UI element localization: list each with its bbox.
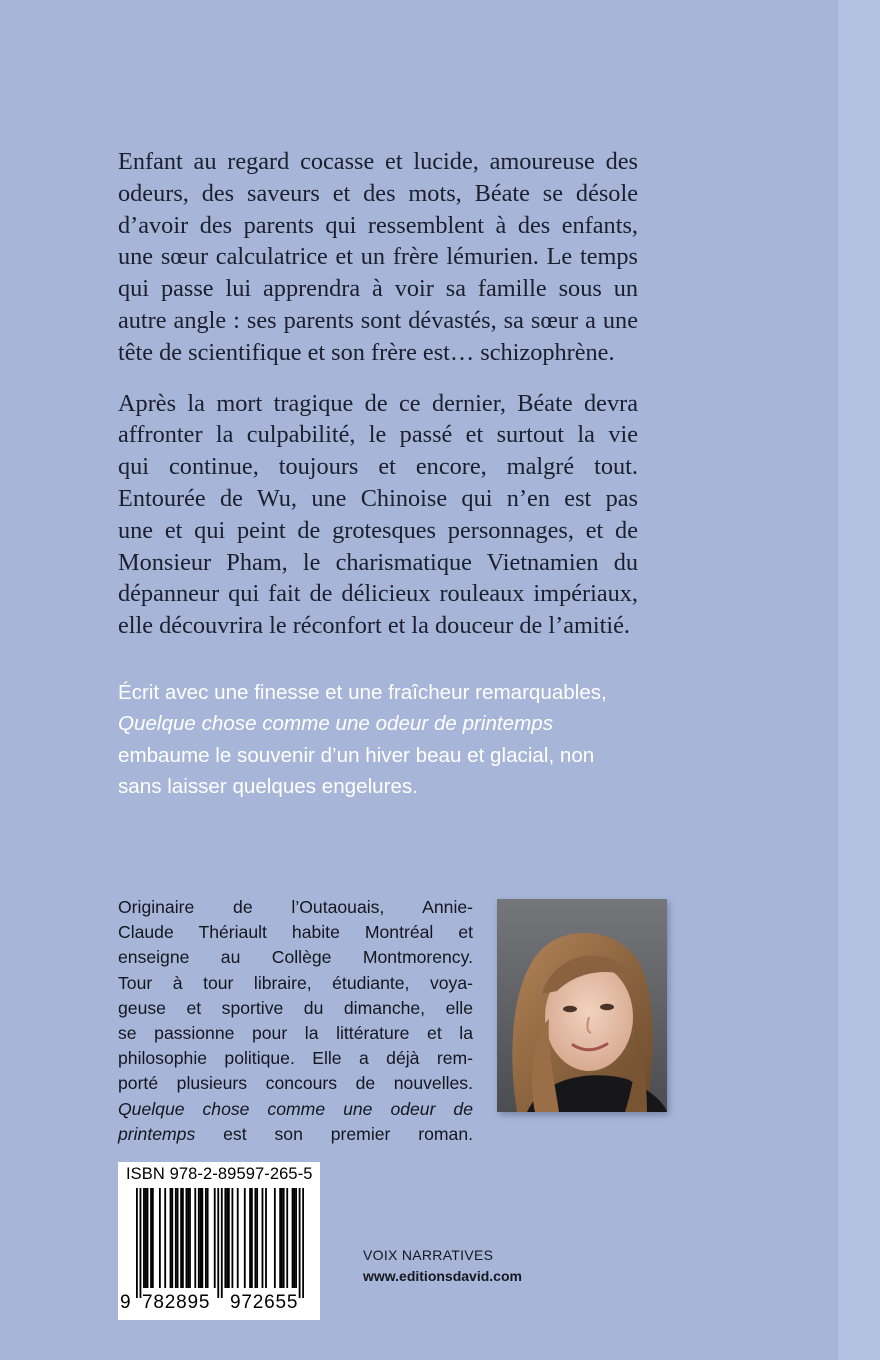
bio-line: porté plusieurs concours de nouvelles. xyxy=(118,1073,473,1094)
barcode-bar xyxy=(145,1188,147,1288)
barcode-bar xyxy=(164,1188,166,1288)
barcode-bar xyxy=(147,1188,149,1288)
barcode-bar xyxy=(214,1188,216,1288)
bio-line: se passionne pour la littérature et la xyxy=(118,1023,473,1044)
synopsis-line: Monsieur Pham, le charismatique Vietnamien du xyxy=(118,548,638,576)
barcode-bar xyxy=(189,1188,191,1288)
barcode-bar xyxy=(281,1188,283,1288)
collection-name: VOIX NARRATIVES xyxy=(363,1247,494,1263)
barcode-bar xyxy=(194,1188,196,1288)
synopsis xyxy=(118,146,638,642)
bio-ending: est son premier roman. xyxy=(223,1123,473,1144)
synopsis-line: une sœur calculatrice et un frère lémurien. Le temps xyxy=(118,243,638,271)
publisher-website: www.editionsdavid.com xyxy=(363,1268,522,1284)
barcode-bar xyxy=(175,1188,177,1288)
synopsis-line: Enfant au regard cocasse et lucide, amoureuse des xyxy=(118,148,638,175)
synopsis-line: Après la mort tragique de ce dernier, Béate devra xyxy=(118,389,638,417)
barcode-bar xyxy=(286,1188,288,1288)
barcode-bar xyxy=(170,1188,172,1288)
barcode-bar xyxy=(251,1188,253,1288)
synopsis-line: qui continue, toujours et encore, malgré tout. xyxy=(118,453,638,481)
blurb-line: sans laisser quelques engelures. xyxy=(118,775,418,799)
barcode-bar xyxy=(249,1188,251,1288)
barcode-digits-right: 972655 xyxy=(230,1292,299,1313)
synopsis-line: affronter la culpabilité, le passé et surtout la vie xyxy=(118,421,638,449)
barcode-bar xyxy=(180,1188,182,1288)
barcode-bar xyxy=(279,1188,281,1288)
barcode-bar xyxy=(143,1188,145,1288)
barcode-bar xyxy=(207,1188,209,1288)
barcode-bar xyxy=(201,1188,203,1288)
synopsis-line: qui passe lui apprendra à voir sa famille sous un xyxy=(118,275,638,303)
synopsis-line: tête de scientifique et son frère est… schizophrène. xyxy=(118,338,615,366)
barcode-bar xyxy=(292,1188,294,1288)
barcode-bar xyxy=(224,1188,226,1288)
synopsis-line: dépanneur qui fait de délicieux rouleaux impériaux, xyxy=(118,580,638,608)
synopsis-line: autre angle : ses parents sont dévastés, sa sœur a une xyxy=(118,306,638,334)
barcode-bar xyxy=(237,1188,239,1288)
bio-book-title-end: printemps xyxy=(118,1123,196,1144)
review-blurb xyxy=(118,677,638,803)
synopsis-line: d’avoir des parents qui ressemblent à des enfants, xyxy=(118,211,638,239)
barcode-bar xyxy=(299,1188,301,1298)
synopsis-line: elle découvrira le réconfort et la douceur de l’amitié. xyxy=(118,612,631,640)
barcode-bar xyxy=(256,1188,258,1288)
barcode-bar xyxy=(152,1188,154,1288)
barcode-bar xyxy=(140,1188,142,1298)
barcode-bar xyxy=(274,1188,276,1288)
bio-line: geuse et sportive du dimanche, elle xyxy=(118,997,473,1018)
barcode-bar xyxy=(293,1188,295,1288)
barcode-bar xyxy=(295,1188,297,1288)
barcode-bars xyxy=(136,1188,304,1298)
author-portrait-illustration xyxy=(497,899,667,1112)
bio-line: Originaire de l’Outaouais, Annie- xyxy=(118,897,473,917)
barcode-bar xyxy=(226,1188,228,1288)
bio-line-last xyxy=(118,1122,473,1147)
bio-book-title: Quelque chose comme une odeur de xyxy=(118,1098,473,1119)
synopsis-paragraph-1 xyxy=(118,146,638,369)
barcode-bar xyxy=(187,1188,189,1288)
barcode-bar xyxy=(171,1188,173,1288)
barcode-bar xyxy=(231,1188,233,1288)
barcode-bar xyxy=(200,1188,202,1288)
barcode-bar xyxy=(136,1188,138,1298)
barcode-bar xyxy=(205,1188,207,1288)
barcode-bar xyxy=(302,1188,304,1298)
barcode-bar xyxy=(283,1188,285,1288)
isbn-barcode xyxy=(118,1162,320,1320)
barcode-bar xyxy=(182,1188,184,1288)
barcode-bar xyxy=(265,1188,267,1288)
barcode-bar xyxy=(177,1188,179,1288)
barcode-digit-first: 9 xyxy=(120,1292,131,1313)
synopsis-line: Entourée de Wu, une Chinoise qui n’en est pas xyxy=(118,484,638,512)
bio-line: Tour à tour libraire, étudiante, voya- xyxy=(118,972,473,993)
blurb-line: embaume le souvenir d’un hiver beau et glacial, non xyxy=(118,743,595,767)
barcode-bar xyxy=(262,1188,264,1288)
isbn-label: ISBN 978-2-89597-265-5 xyxy=(126,1165,313,1183)
spine-edge xyxy=(838,0,880,1360)
barcode-bar xyxy=(221,1188,223,1298)
synopsis-paragraph-2 xyxy=(118,388,638,642)
author-photo xyxy=(497,899,667,1112)
barcode-bar xyxy=(159,1188,161,1288)
barcode-bar xyxy=(217,1188,219,1298)
barcode-bar xyxy=(186,1188,188,1288)
blurb-book-title: Quelque chose comme une odeur de printemps xyxy=(118,712,554,736)
bio-line: enseigne au Collège Montmorency. xyxy=(118,947,473,968)
barcode-bar xyxy=(228,1188,230,1288)
publisher-info xyxy=(363,1245,522,1287)
barcode-digits-left: 782895 xyxy=(142,1292,211,1313)
blurb-line: Écrit avec une finesse et une fraîcheur remarquables, xyxy=(118,681,607,704)
barcode-bar xyxy=(244,1188,246,1288)
bio-line: Claude Thériault habite Montréal et xyxy=(118,922,473,943)
barcode-bar xyxy=(254,1188,256,1288)
author-bio xyxy=(118,895,473,1147)
barcode-bar xyxy=(198,1188,200,1288)
synopsis-line: odeurs, des saveurs et des mots, Béate se désole xyxy=(118,179,638,207)
synopsis-line: une et qui peint de grotesques personnages, et de xyxy=(118,516,638,544)
bio-line: philosophie politique. Elle a déjà rem- xyxy=(118,1048,473,1069)
barcode-bar xyxy=(150,1188,152,1288)
